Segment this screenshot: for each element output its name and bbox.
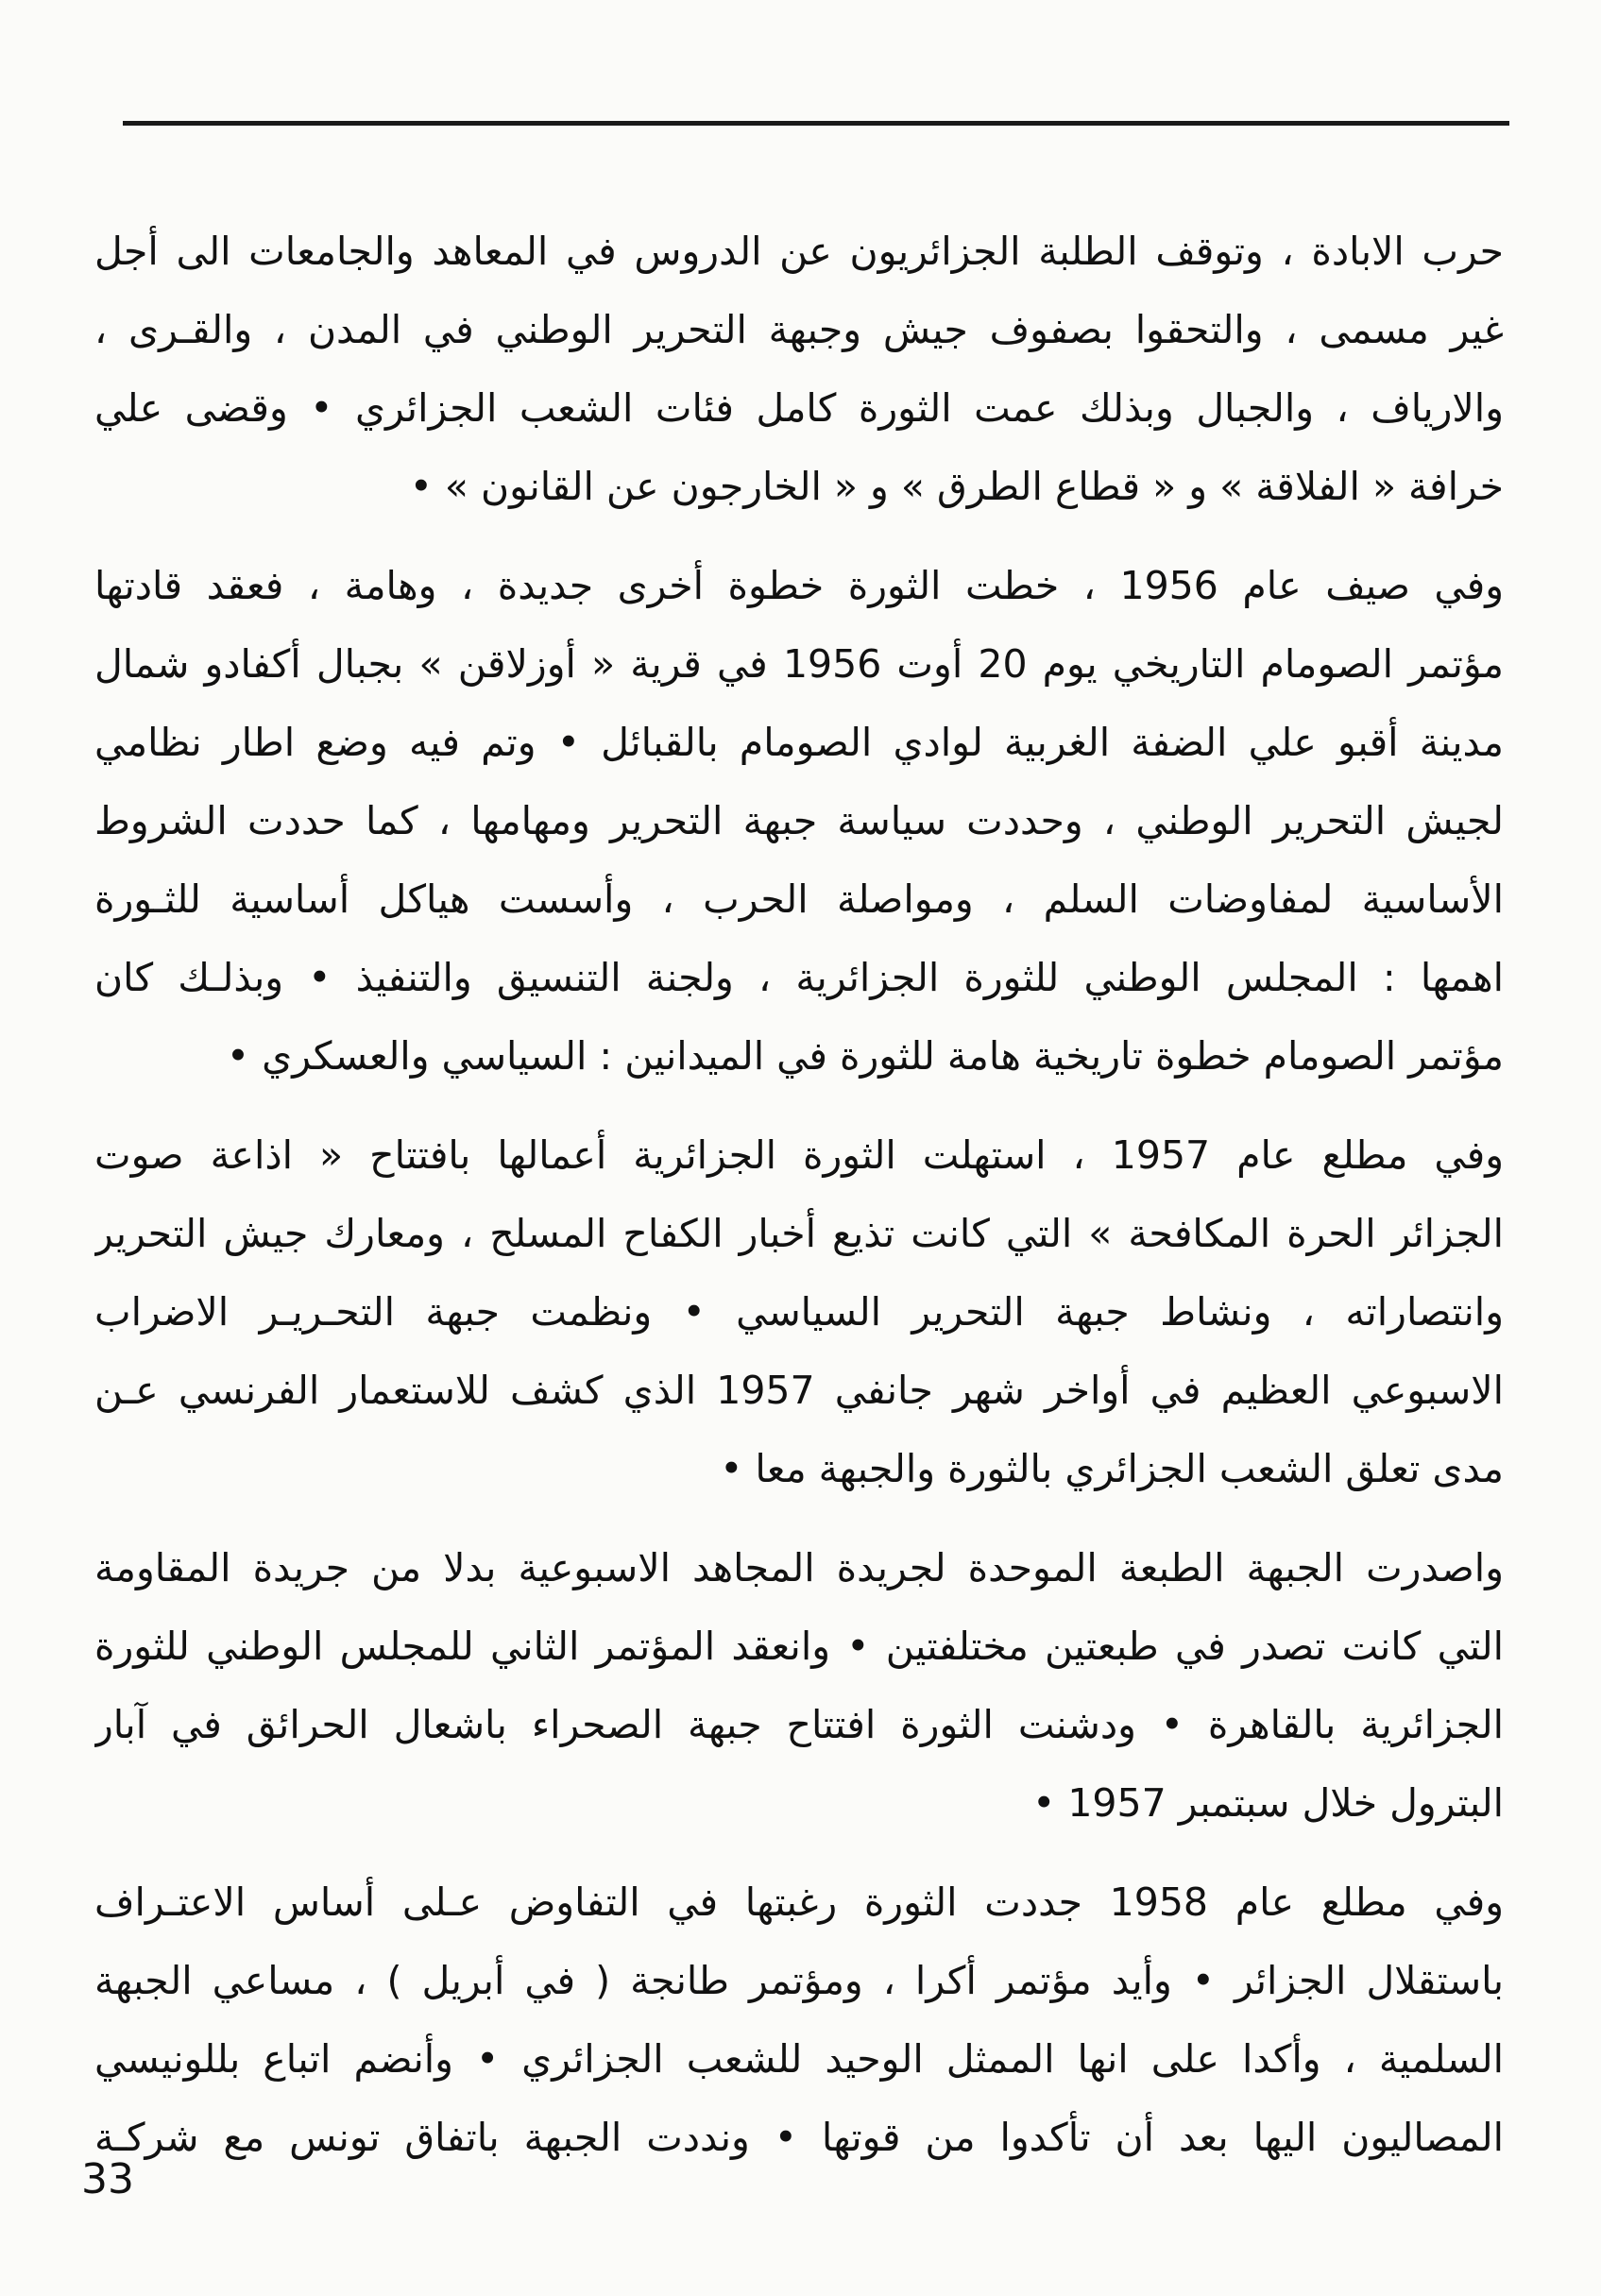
text-line: مؤتمر الصومام خطوة تاريخية هامة للثورة في الميدانين : السياسي والعسكري • [226, 1033, 1504, 1079]
paragraph-1 [94, 213, 1504, 526]
text-line: البترول خلال سبتمبر 1957 • [1032, 1780, 1504, 1826]
text-line: الاسبوعي العظيم في أواخر شهر جانفي 1957 الذي كشف للاستعمار الفرنسي عـن [94, 1368, 1504, 1413]
text-line: مدينة أقبو علي الضفة الغربية لوادي الصومام بالقبائل • وتم فيه وضع اطار نظامي [94, 720, 1504, 765]
text-line: التي كانت تصدر في طبعتين مختلفتين • وانعقد المؤتمر الثاني للمجلس الوطني للثورة [94, 1624, 1504, 1669]
text-line: الأساسية لمفاوضات السلم ، ومواصلة الحرب ، وأسست هياكل أساسية للثـورة [94, 876, 1504, 922]
text-line: غير مسمى ، والتحقوا بصفوف جيش وجبهة التحرير الوطني في المدن ، والقـرى ، [94, 307, 1504, 352]
text-line: وانتصاراته ، ونشاط جبهة التحرير السياسي • ونظمت جبهة التحـريـر الاضراب [94, 1289, 1504, 1335]
paragraph-5 [94, 1863, 1504, 2177]
text-line: مؤتمر الصومام التاريخي يوم 20 أوت 1956 في قرية « أوزلاقن » بجبال أكفادو شمال [94, 641, 1504, 687]
text-line: لجيش التحرير الوطني ، وحددت سياسة جبهة التحرير ومهامها ، كما حددت الشروط [94, 798, 1504, 843]
text-line: وفي صيف عام 1956 ، خطت الثورة خطوة أخرى جديدة ، وهامة ، فعقد قادتها [94, 563, 1504, 608]
text-line: الجزائر الحرة المكافحة » التي كانت تذيع أخبار الكفاح المسلح ، ومعارك جيش التحرير [94, 1211, 1504, 1256]
text-line: وفي مطلع عام 1957 ، استهلت الثورة الجزائرية أعمالها بافتتاح « اذاعة صوت [94, 1132, 1504, 1178]
text-line: اهمها : المجلس الوطني للثورة الجزائرية ، ولجنة التنسيق والتنفيذ • وبذلـك كان [94, 955, 1504, 1000]
text-line: خرافة « الفلاقة » و « قطاع الطرق » و « الخارجون عن القانون » • [409, 464, 1504, 509]
text-line: واصدرت الجبهة الطبعة الموحدة لجريدة المجاهد الاسبوعية بدلا من جريدة المقاومة [94, 1545, 1504, 1590]
header-rule [123, 121, 1509, 126]
paragraph-3 [94, 1116, 1504, 1508]
page-number: 33 [81, 2155, 134, 2203]
paragraph-2 [94, 547, 1504, 1096]
text-line: حرب الابادة ، وتوقف الطلبة الجزائريون عن الدروس في المعاهد والجامعات الى أجل [94, 229, 1504, 274]
text-line: والارياف ، والجبال وبذلك عمت الثورة كامل فئات الشعب الجزائري • وقضى علي [94, 385, 1504, 431]
text-line: السلمية ، وأكدا على انها الممثل الوحيد للشعب الجزائري • وأنضم اتباع بللونيسي [94, 2036, 1504, 2082]
text-line: الجزائرية بالقاهرة • ودشنت الثورة افتتاح جبهة الصحراء باشعال الحرائق في آبار [94, 1702, 1504, 1747]
text-line: المصاليون اليها بعد أن تأكدوا من قوتها • ونددت الجبهة باتفاق تونس مع شركـة [94, 2115, 1504, 2160]
text-line: مدى تعلق الشعب الجزائري بالثورة والجبهة معا • [720, 1446, 1504, 1491]
paragraph-4 [94, 1529, 1504, 1843]
text-line: وفي مطلع عام 1958 جددت الثورة رغبتها في التفاوض عـلى أساس الاعتـراف [94, 1879, 1504, 1925]
text-line: باستقلال الجزائر • وأيد مؤتمر أكرا ، ومؤتمر طانجة ( في أبريل ) ، مساعي الجبهة [94, 1958, 1504, 2003]
body-text [94, 213, 1504, 2198]
